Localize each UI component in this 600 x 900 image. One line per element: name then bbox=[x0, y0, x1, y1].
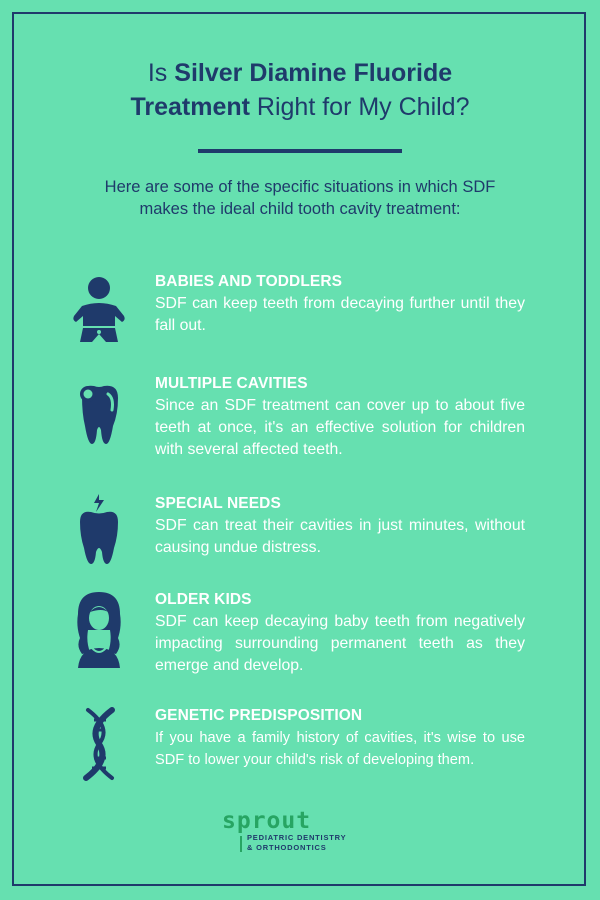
item-heading: MULTIPLE CAVITIES bbox=[155, 375, 308, 392]
dna-icon bbox=[68, 706, 130, 786]
item-body: If you have a family history of cavities, it's wise to use SDF to lower your child's risk of developing them. bbox=[155, 730, 525, 768]
decayed-tooth-icon bbox=[68, 374, 130, 454]
baby-icon bbox=[68, 272, 130, 352]
item-body: Since an SDF treatment can cover up to about five teeth at once, it's an effective solution for children with several affected teeth. bbox=[155, 397, 525, 458]
logo-tagline: PEDIATRIC DENTISTRY & ORTHODONTICS bbox=[247, 833, 347, 852]
intro-text: Here are some of the specific situations in which SDF makes the ideal child tooth cavity treatment: bbox=[104, 178, 496, 218]
item-heading: GENETIC PREDISPOSITION bbox=[155, 707, 363, 724]
title-divider bbox=[198, 149, 402, 153]
sprout-logo bbox=[222, 808, 382, 857]
item-body: SDF can treat their cavities in just minutes, without causing undue distress. bbox=[155, 517, 525, 556]
item-body: SDF can keep teeth from decaying further until they fall out. bbox=[155, 295, 525, 334]
logo-divider bbox=[240, 836, 242, 852]
tooth-pain-icon bbox=[68, 494, 130, 574]
page-title: Is Silver Diamine Fluoride Treatment Right for My Child? bbox=[130, 59, 470, 121]
item-heading: OLDER KIDS bbox=[155, 591, 252, 608]
item-heading: SPECIAL NEEDS bbox=[155, 495, 281, 512]
item-heading: BABIES AND TODDLERS bbox=[155, 273, 343, 290]
girl-icon bbox=[68, 590, 130, 670]
logo-wordmark: sprout bbox=[222, 808, 312, 834]
item-body: SDF can keep decaying baby teeth from negatively impacting surrounding permanent teeth as they emerge and develop. bbox=[155, 613, 525, 674]
